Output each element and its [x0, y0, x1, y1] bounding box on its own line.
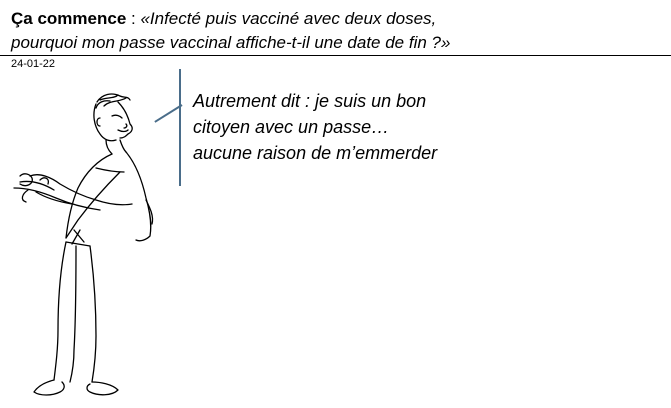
right-foot — [87, 382, 118, 395]
face-features — [112, 115, 128, 131]
speech-line-3: aucune raison de m’emmerder — [193, 143, 438, 163]
ear — [97, 118, 100, 126]
caption-line-2 — [11, 31, 661, 55]
speech-line-1: Autrement dit : je suis un bon — [193, 91, 427, 111]
head-outline — [94, 102, 132, 141]
header-divider — [0, 55, 671, 56]
speech-text — [193, 88, 437, 166]
neck — [106, 140, 126, 154]
date-label: 24-01-22 — [11, 58, 56, 70]
torso-outline — [66, 152, 151, 241]
sketch-man-illustration — [0, 80, 180, 408]
speech-line-2: citoyen avec un passe… — [193, 117, 390, 137]
inner-leg — [70, 246, 76, 382]
left-foot — [34, 380, 64, 395]
left-leg — [54, 242, 66, 380]
arm-scribble — [14, 175, 132, 210]
caption-quote-2: pourquoi mon passe vaccinal affiche-t-il une date de fin ?» — [11, 33, 451, 52]
right-leg — [90, 246, 96, 382]
caption-quote-1: «Infecté puis vacciné avec deux doses, — [140, 9, 437, 28]
caption-lead: Ça commence — [11, 9, 127, 28]
caption-separator: : — [126, 9, 141, 28]
caption-line-1 — [11, 7, 661, 31]
hand-scribble — [20, 174, 48, 202]
caption-header — [11, 7, 661, 55]
hair-scribble — [96, 94, 130, 108]
